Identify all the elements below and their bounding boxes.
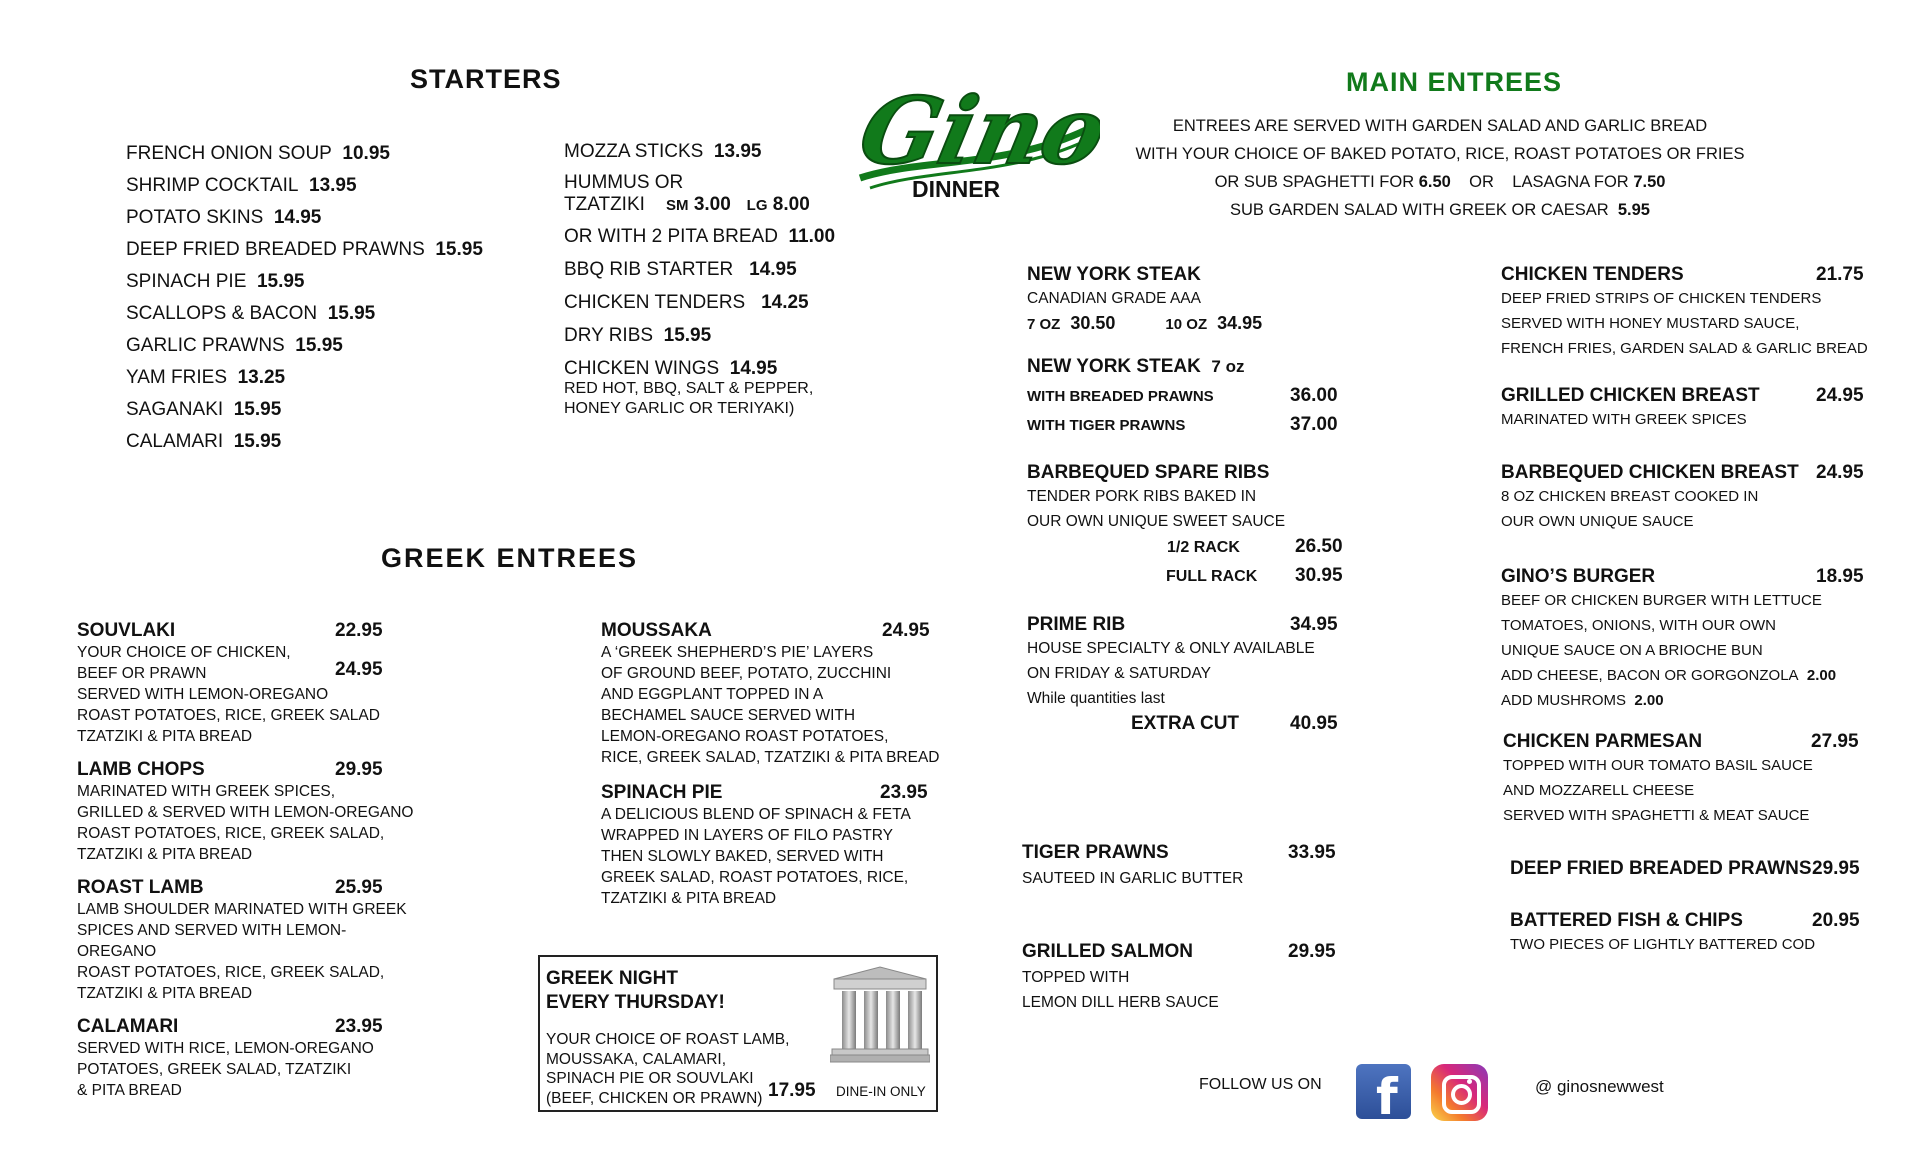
ny-steak-prawns-item: NEW YORK STEAK 7 oz WITH BREADED PRAWNS 36.00 WITH TIGER PRAWNS 37.00	[1027, 356, 1338, 435]
facebook-icon[interactable]: f	[1356, 1064, 1411, 1119]
main-col1	[1027, 264, 1367, 741]
bbq-chicken-item: BARBEQUED CHICKEN BREAST 24.95 8 OZ CHICKEN BREAST COOKED IN OUR OWN UNIQUE SAUCE	[1501, 462, 1864, 530]
roast-lamb-item: ROAST LAMB 25.95 LAMB SHOULDER MARINATED WITH GREEK SPICES AND SERVED WITH LEMON-OREGANO ROAST POTATOES, RICE, GREEK SALAD, TZATZIKI & PITA BREAD	[77, 877, 407, 1002]
starter-item: DEEP FRIED BREADED PRAWNS 15.95	[126, 239, 483, 260]
starter-item: SCALLOPS & BACON 15.95	[126, 303, 376, 324]
logo-subtitle: DINNER	[912, 176, 1001, 202]
breaded-prawns-item: DEEP FRIED BREADED PRAWNS 29.95	[1510, 858, 1860, 879]
starter-item: CALAMARI 15.95	[126, 431, 282, 452]
greek-night-description: YOUR CHOICE OF ROAST LAMB, MOUSSAKA, CALAMARI, SPINACH PIE OR SOUVLAKI (BEEF, CHICKEN OR PRAWN)	[546, 1031, 790, 1107]
tiger-prawns-item: TIGER PRAWNS 33.95 SAUTEED IN GARLIC BUTTER	[1022, 842, 1336, 887]
starter-item: DRY RIBS 15.95	[564, 325, 712, 346]
starter-item: YAM FRIES 13.25	[126, 367, 286, 388]
starter-item: OR WITH 2 PITA BREAD 11.00	[564, 226, 836, 247]
follow-us-label: FOLLOW US ON	[1199, 1076, 1322, 1093]
ny-steak-item: NEW YORK STEAK CANADIAN GRADE AAA 7 OZ 30.50 10 OZ 34.95	[1027, 264, 1263, 333]
burger-item: GINO’S BURGER 18.95 BEEF OR CHICKEN BURGER WITH LETTUCE TOMATOES, ONIONS, WITH OUR OWN UNIQUE SAUCE ON A BRIOCHE BUN ADD CHEESE, BACON OR GORGONZOLA 2.00 ADD MUSHROMS 2.00	[1501, 566, 1864, 709]
starter-item: SAGANAKI 15.95	[126, 399, 282, 420]
greek-night-title: GREEK NIGHT EVERY THURSDAY!	[546, 968, 725, 1013]
spare-ribs-item: BARBEQUED SPARE RIBS TENDER PORK RIBS BAKED IN OUR OWN UNIQUE SWEET SAUCE 1/2 RACK 26.50 FULL RACK 30.95	[1027, 462, 1343, 586]
starter-item: CHICKEN TENDERS 14.25	[564, 292, 809, 313]
greek-title: GREEK ENTREES	[381, 543, 639, 573]
souvlaki-item: SOUVLAKI 22.95 YOUR CHOICE OF CHICKEN, BEEF OR PRAWN 24.95 SERVED WITH LEMON-OREGANO ROAST POTATOES, RICE, GREEK SALAD TZATZIKI & PITA BREAD	[77, 620, 383, 745]
main-title: MAIN ENTREES	[1346, 67, 1563, 97]
grilled-salmon-item: GRILLED SALMON 29.95 TOPPED WITH LEMON DILL HERB SAUCE	[1022, 941, 1336, 1011]
greek-night-price: 17.95	[768, 1080, 816, 1101]
starters-col2	[564, 135, 835, 419]
lamb-chops-item: LAMB CHOPS 29.95 MARINATED WITH GREEK SPICES, GRILLED & SERVED WITH LEMON-OREGANO ROAST POTATOES, RICE, GREEK SALAD, TZATZIKI & PITA BREAD	[77, 759, 414, 863]
starter-item: CHICKEN WINGS 14.95	[564, 358, 778, 379]
grilled-chicken-item: GRILLED CHICKEN BREAST 24.95 MARINATED WITH GREEK SPICES	[1501, 385, 1864, 428]
starter-item: HUMMUS OR TZATZIKI SM 3.00 LG 8.00	[564, 172, 810, 215]
main-col2	[1501, 264, 1871, 957]
starter-item: GARLIC PRAWNS 15.95	[126, 335, 343, 356]
temple-icon	[830, 965, 930, 1068]
starter-item: SHRIMP COCKTAIL 13.95	[126, 175, 357, 196]
dine-in-note: DINE-IN ONLY	[836, 1084, 926, 1099]
starters-title: STARTERS	[410, 64, 562, 94]
greek-col2	[601, 620, 941, 909]
greek-calamari-item: CALAMARI 23.95 SERVED WITH RICE, LEMON-OREGANO POTATOES, GREEK SALAD, TZATZIKI & PITA BREAD	[77, 1016, 383, 1099]
starter-item: MOZZA STICKS 13.95	[564, 141, 762, 162]
starters-col1	[126, 138, 483, 458]
starter-item: BBQ RIB STARTER 14.95	[564, 259, 797, 280]
main-intro: ENTREES ARE SERVED WITH GARDEN SALAD AND GARLIC BREAD WITH YOUR CHOICE OF BAKED POTATO, RICE, ROAST POTATOES OR FRIES OR SUB SPAGHETTI FOR 6.50 OR LASAGNA FOR 7.50 SUB GARDEN SALAD WITH GREEK OR CAESAR 5.95	[1135, 117, 1745, 219]
greek-col1	[77, 620, 417, 1101]
starter-item: SPINACH PIE 15.95	[126, 271, 305, 292]
social-handle[interactable]: @ ginosnewwest	[1535, 1077, 1664, 1096]
svg-text:Gino’s: Gino’s	[850, 76, 1100, 185]
starter-item: FRENCH ONION SOUP 10.95	[126, 143, 390, 164]
prime-rib-item: PRIME RIB 34.95 HOUSE SPECIALTY & ONLY AVAILABLE ON FRIDAY & SATURDAY While quantities last EXTRA CUT 40.95	[1027, 614, 1338, 734]
chicken-parmesan-item: CHICKEN PARMESAN 27.95 TOPPED WITH OUR TOMATO BASIL SAUCE AND MOZZARELL CHEESE SERVED WITH SPAGHETTI & MEAT SAUCE	[1503, 731, 1859, 824]
greek-night-box	[538, 955, 938, 1112]
moussaka-item: MOUSSAKA 24.95 A ‘GREEK SHEPHERD’S PIE’ LAYERS OF GROUND BEEF, POTATO, ZUCCHINI AND EGGPLANT TOPPED IN A BECHAMEL SAUCE SERVED WITH LEMON-OREGANO ROAST POTATOES, RICE, GREEK SALAD, TZATZIKI & PITA BREAD	[601, 620, 940, 766]
spinach-pie-item: SPINACH PIE 23.95 A DELICIOUS BLEND OF SPINACH & FETA WRAPPED IN LAYERS OF FILO PASTRY THEN SLOWLY BAKED, SERVED WITH GREEK SALAD, ROAST POTATOES, RICE, TZATZIKI & PITA BREAD	[601, 782, 928, 907]
starter-item: POTATO SKINS 14.95	[126, 207, 322, 228]
wings-description: RED HOT, BBQ, SALT & PEPPER, HONEY GARLIC OR TERIYAKI)	[564, 380, 814, 417]
fish-chips-item: BATTERED FISH & CHIPS 20.95 TWO PIECES OF LIGHTLY BATTERED COD	[1510, 910, 1860, 953]
chicken-tenders-item: CHICKEN TENDERS 21.75 DEEP FRIED STRIPS OF CHICKEN TENDERS SERVED WITH HONEY MUSTARD SAUCE, FRENCH FRIES, GARDEN SALAD & GARLIC BREAD	[1501, 264, 1868, 357]
instagram-icon[interactable]	[1431, 1064, 1488, 1121]
